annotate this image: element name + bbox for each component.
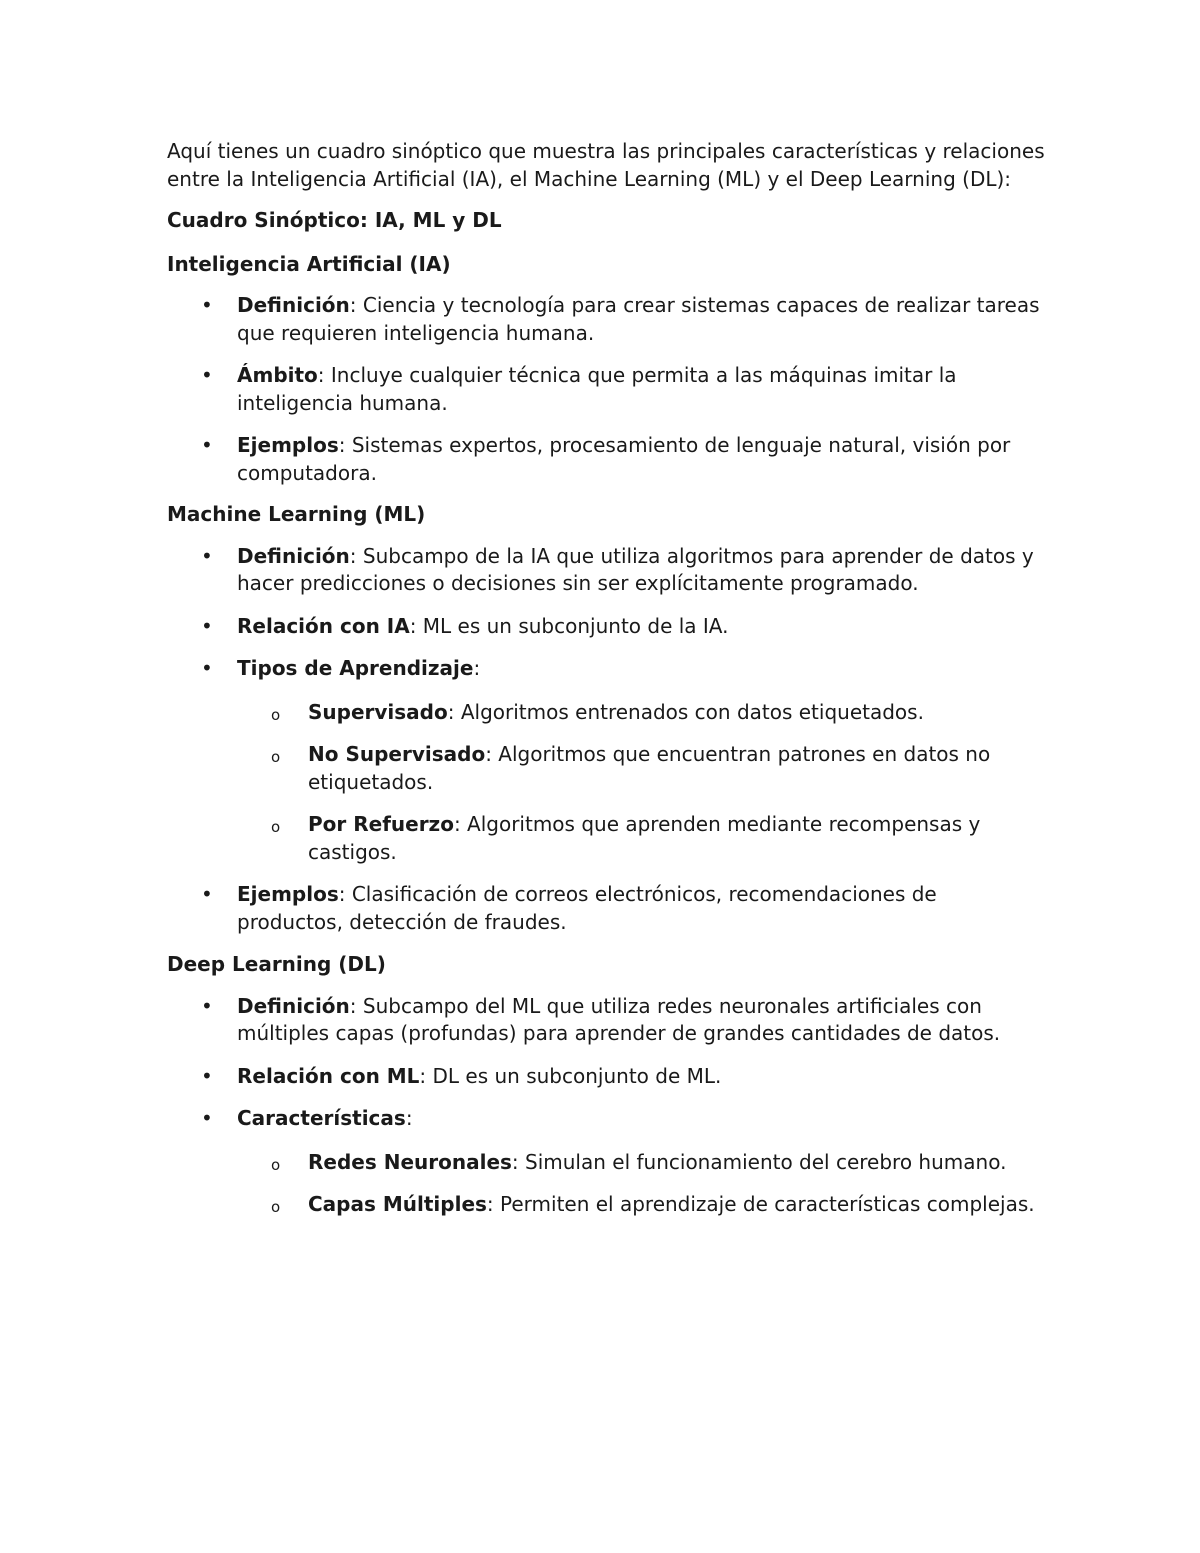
ml-learning-types-list bbox=[237, 699, 1047, 867]
section-heading-dl: Deep Learning (DL) bbox=[167, 952, 386, 976]
list-item bbox=[167, 1105, 1047, 1219]
bullet-icon: • bbox=[201, 1106, 213, 1130]
item-text: : Simulan el funcionamiento del cerebro humano. bbox=[511, 1149, 1007, 1174]
item-term: Ejemplos bbox=[237, 433, 339, 457]
section-heading-ml: Machine Learning (ML) bbox=[167, 502, 426, 526]
item-text: : Ciencia y tecnología para crear sistemas capaces de realizar tareas que requieren inteligencia humana. bbox=[237, 293, 1040, 345]
bullet-icon: • bbox=[201, 882, 213, 906]
intro-paragraph: Aquí tienes un cuadro sinóptico que muestra las principales características y relaciones entre la Inteligencia Artificial (IA), el Machine Learning (ML) y el Deep Learning (DL): bbox=[167, 139, 1045, 191]
item-text: : ML es un subconjunto de la IA. bbox=[409, 613, 729, 638]
item-term: Definición bbox=[237, 293, 350, 317]
item-term: Definición bbox=[237, 543, 350, 568]
bullet-icon: • bbox=[201, 363, 213, 387]
sub-bullet-icon: o bbox=[271, 818, 281, 836]
dl-characteristics-list bbox=[237, 1149, 1047, 1219]
bullet-icon: • bbox=[201, 613, 213, 638]
list-item bbox=[167, 993, 1047, 1048]
item-term: Redes Neuronales bbox=[308, 1149, 512, 1174]
item-text: : Algoritmos que aprenden mediante recompensas y castigos. bbox=[308, 812, 981, 864]
list-item bbox=[167, 362, 1047, 417]
sub-list-item bbox=[237, 811, 1047, 866]
dl-list bbox=[167, 993, 1047, 1219]
item-term: No Supervisado bbox=[308, 742, 486, 766]
item-text: : DL es un subconjunto de ML. bbox=[419, 1063, 722, 1088]
item-text: : bbox=[473, 656, 481, 680]
item-term: Capas Múltiples bbox=[308, 1192, 487, 1216]
bullet-icon: • bbox=[201, 543, 213, 568]
item-term: Relación con ML bbox=[237, 1063, 420, 1088]
ml-list bbox=[167, 543, 1047, 937]
item-text: : Algoritmos entrenados con datos etiquetados. bbox=[447, 699, 924, 724]
list-item bbox=[167, 655, 1047, 866]
sub-list-item bbox=[237, 741, 1047, 796]
bullet-icon: • bbox=[201, 433, 213, 457]
sub-bullet-icon: o bbox=[271, 705, 281, 724]
document-body bbox=[167, 138, 1047, 1234]
item-text: : Clasificación de correos electrónicos, recomendaciones de productos, detección de fraudes. bbox=[237, 882, 937, 934]
bullet-icon: • bbox=[201, 293, 213, 317]
item-term: Tipos de Aprendizaje bbox=[237, 656, 474, 680]
list-item bbox=[167, 543, 1047, 598]
item-term: Ejemplos bbox=[237, 882, 339, 906]
item-text: : Incluye cualquier técnica que permita a las máquinas imitar la inteligencia humana. bbox=[237, 363, 957, 415]
list-item bbox=[167, 292, 1047, 347]
document-title: Cuadro Sinóptico: IA, ML y DL bbox=[167, 208, 502, 232]
sub-bullet-icon: o bbox=[271, 748, 281, 766]
item-text: : Algoritmos que encuentran patrones en datos no etiquetados. bbox=[308, 742, 991, 794]
item-term: Supervisado bbox=[308, 699, 448, 724]
item-term: Definición bbox=[237, 993, 350, 1018]
item-text: : Subcampo de la IA que utiliza algoritmos para aprender de datos y hacer predicciones o decisiones sin ser explícitamente programado. bbox=[237, 543, 1034, 595]
sub-list-item bbox=[237, 1149, 1047, 1177]
list-item bbox=[167, 1063, 1047, 1091]
ia-list bbox=[167, 292, 1047, 487]
list-item bbox=[167, 432, 1047, 487]
item-term: Por Refuerzo bbox=[308, 812, 454, 836]
bullet-icon: • bbox=[201, 993, 213, 1018]
bullet-icon: • bbox=[201, 1063, 213, 1088]
item-text: : Subcampo del ML que utiliza redes neuronales artificiales con múltiples capas (profundas) para aprender de grandes cantidades de datos. bbox=[237, 993, 1001, 1045]
sub-bullet-icon: o bbox=[271, 1198, 281, 1216]
section-heading-ia: Inteligencia Artificial (IA) bbox=[167, 251, 451, 276]
sub-list-item bbox=[237, 1191, 1047, 1219]
item-term: Relación con IA bbox=[237, 613, 410, 638]
item-term: Ámbito bbox=[237, 363, 318, 387]
item-text: : bbox=[405, 1106, 413, 1130]
sub-list-item bbox=[237, 699, 1047, 727]
item-term: Características bbox=[237, 1106, 406, 1130]
item-text: : Sistemas expertos, procesamiento de lenguaje natural, visión por computadora. bbox=[237, 433, 1011, 485]
list-item bbox=[167, 881, 1047, 936]
item-text: : Permiten el aprendizaje de características complejas. bbox=[486, 1192, 1035, 1216]
sub-bullet-icon: o bbox=[271, 1155, 281, 1174]
bullet-icon: • bbox=[201, 656, 213, 680]
list-item bbox=[167, 613, 1047, 641]
